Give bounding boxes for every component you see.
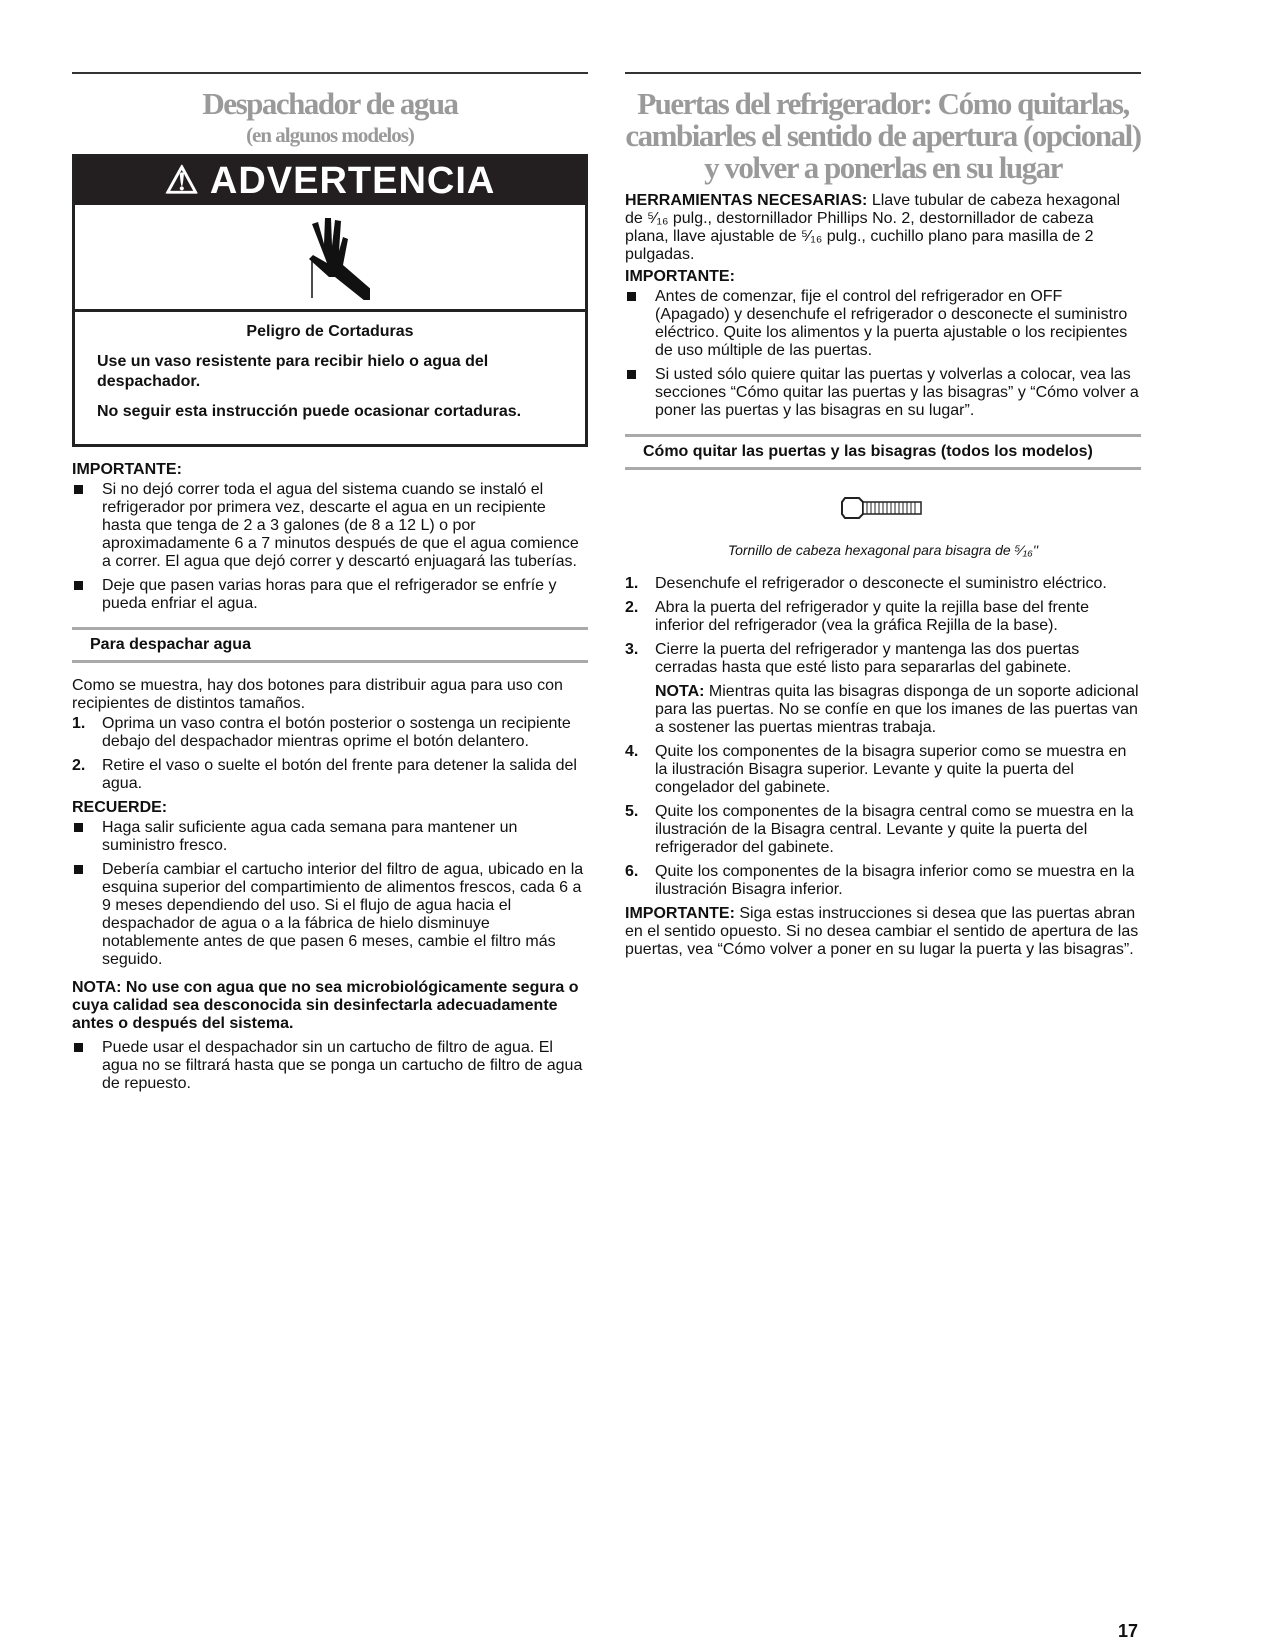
step-text: Oprima un vaso contra el botón posterior o sostenga un recipiente debajo del despachador mientras oprime el botón delantero.: [102, 715, 571, 750]
step-item: [625, 863, 1141, 899]
step-text: Cierre la puerta del refrigerador y mantenga las dos puertas cerradas hasta que esté listo para separarlas del gabinete.: [655, 641, 1080, 676]
left-column: [72, 72, 588, 1099]
section-title: Despachador de agua: [202, 86, 458, 121]
step-text: Quite los componentes de la bisagra inferior como se muestra en la ilustración Bisagra inferior.: [655, 863, 1135, 898]
list-item: Puede usar el despachador sin un cartucho de filtro de agua. El agua no se filtrará hasta que se ponga un cartucho de filtro de agua de repuesto.: [72, 1039, 588, 1093]
step-text: Desenchufe el refrigerador o desconecte el suministro eléctrico.: [655, 575, 1107, 592]
step-item: [72, 715, 588, 751]
paragraph: Como se muestra, hay dos botones para distribuir agua para uso con recipientes de distintos tamaños.: [72, 677, 563, 712]
important-label: IMPORTANTE:: [625, 905, 735, 922]
step-number: 6.: [625, 863, 639, 880]
hazard-title: Peligro de Cortaduras: [246, 323, 414, 340]
step-text: Quite los componentes de la bisagra superior como se muestra en la ilustración Bisagra superior. Levante y quite la puerta del congelador del gabinete.: [655, 743, 1127, 796]
tools-paragraph: [625, 192, 1141, 264]
note-text: Mientras quita las bisagras disponga de un soporte adicional para las puertas. No se confíe en que los imanes de las puertas van a sostener las puertas mientras trabaja.: [655, 683, 1139, 736]
page-number: 17: [1118, 1621, 1139, 1641]
right-column: [625, 72, 1141, 959]
step-number: 3.: [625, 641, 639, 658]
step-number: 2.: [625, 599, 639, 616]
warning-header: [75, 157, 585, 205]
step-number: 4.: [625, 743, 639, 760]
step-note: [655, 683, 1141, 737]
list-item: Si usted sólo quiere quitar las puertas y volverlas a colocar, vea las secciones “Cómo quitar las puertas y las bisagras” y “Cómo volver a poner las puertas y las bisagras en su lugar”.: [625, 366, 1141, 420]
step-number: 2.: [72, 757, 86, 774]
warning-box: [72, 154, 588, 447]
final-text: Siga estas instrucciones si desea que las puertas abran en el sentido opuesto. Si no desea cambiar el sentido de apertura de las puertas, vea “Cómo volver a poner en su lugar la puerta y las bisagras”.: [625, 905, 1139, 958]
step-item: [72, 757, 588, 793]
step-item: [625, 803, 1141, 857]
step-text: Abra la puerta del refrigerador y quite la rejilla base del frente inferior del refrigerador (vea la gráfica Rejilla de la base).: [655, 599, 1090, 634]
step-item: [625, 641, 1141, 737]
step-text: Quite los componentes de la bisagra central como se muestra en la ilustración de la Bisagra central. Levante y quite la puerta del refrigerador del gabinete.: [655, 803, 1134, 856]
warning-text: Use un vaso resistente para recibir hielo o agua del despachador.: [97, 353, 489, 390]
note: NOTA: No use con agua que no sea microbiológicamente segura o cuya calidad sea desconocida sin desinfectarla adecuadamente antes o después del sistema.: [72, 979, 579, 1032]
step-item: [625, 743, 1141, 797]
list-item: Haga salir suficiente agua cada semana para mantener un suministro fresco.: [72, 819, 588, 855]
warning-text: No seguir esta instrucción puede ocasionar cortaduras.: [97, 403, 522, 420]
hex-bolt-icon: [625, 492, 1141, 529]
tools-text: Llave tubular de cabeza hexagonal de ⁵⁄₁₆ pulg., destornillador Phillips No. 2, destornillador de cabeza plana, llave ajustable de ⁵⁄₁₆ pulg., cuchillo plano para masilla de 2 pulgadas.: [625, 192, 1121, 263]
warning-triangle-icon: ⚠: [164, 160, 200, 202]
warning-label: ADVERTENCIA: [209, 160, 496, 202]
step-item: [625, 575, 1141, 593]
note-label: NOTA:: [655, 683, 705, 700]
divider: [72, 72, 588, 74]
step-number: 5.: [625, 803, 639, 820]
final-paragraph: [625, 905, 1141, 959]
section-title: Puertas del refrigerador: Cómo quitarlas, cambiarles el sentido de apertura (opcional) y volver a ponerlas en su lugar: [625, 86, 1141, 185]
subsection-header: Cómo quitar las puertas y las bisagras (todos los modelos): [625, 434, 1141, 470]
list-item: Si no dejó correr toda el agua del sistema cuando se instaló el refrigerador por primera vez, descarte el agua en un recipiente hasta que tenga de 2 a 3 galones (de 8 a 12 L) o por aproximadamente 6 a 7 minutos después de que el agua comience a correr. El agua que dejó correr y descartó enjuagará las tuberías.: [72, 481, 588, 571]
remember-label: RECUERDE:: [72, 799, 168, 816]
list-item: Debería cambiar el cartucho interior del filtro de agua, ubicado en la esquina superior del compartimiento de alimentos frescos, cada 6 a 9 meses dependiendo del uso. Si el flujo de agua hacia el despachador de agua o a la fábrica de hielo disminuye notablemente antes de que pasen 6 meses, cambie el filtro más seguido.: [72, 861, 588, 969]
list-item: Antes de comenzar, fije el control del refrigerador en OFF (Apagado) y desenchufe el refrigerador o desconecte el suministro eléctrico. Quite los alimentos y la puerta ajustable o los recipientes de uso múltiple de las puertas.: [625, 288, 1141, 360]
section-subtitle: (en algunos modelos): [246, 123, 414, 147]
important-label: IMPORTANTE:: [625, 268, 735, 285]
step-number: 1.: [625, 575, 639, 592]
cut-hazard-hand-icon: [75, 205, 585, 312]
list-item: Deje que pasen varias horas para que el refrigerador se enfríe y pueda enfriar el agua.: [72, 577, 588, 613]
step-number: 1.: [72, 715, 86, 732]
subsection-header: Para despachar agua: [72, 627, 588, 663]
important-label: IMPORTANTE:: [72, 461, 182, 478]
step-item: [625, 599, 1141, 635]
figure-caption: Tornillo de cabeza hexagonal para bisagra de ⁵⁄₁₆'': [727, 542, 1039, 558]
step-text: Retire el vaso o suelte el botón del frente para detener la salida del agua.: [102, 757, 577, 792]
tools-label: HERRAMIENTAS NECESARIAS:: [625, 192, 868, 209]
divider: [625, 72, 1141, 74]
